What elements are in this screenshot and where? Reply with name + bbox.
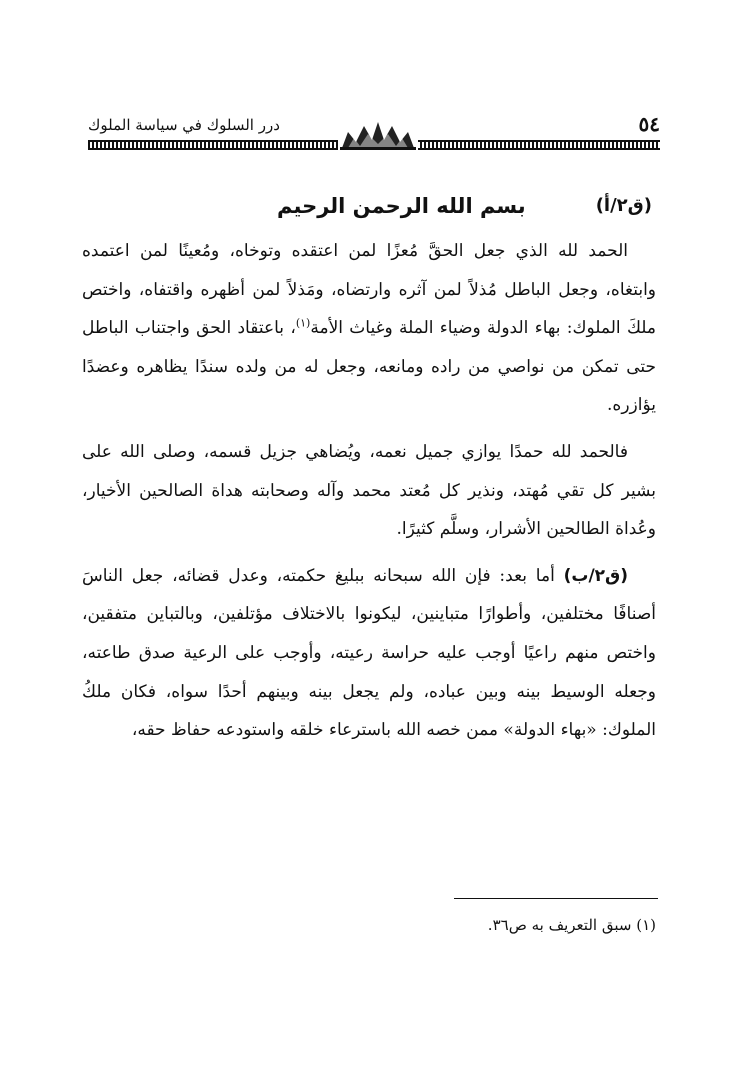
main-text — [82, 180, 656, 750]
paragraph-2-text: فالحمد لله حمدًا يوازي جميل نعمه، ويُضاهي جزيل قسمه، وصلى الله على بشير كل تقي مُهتد، ونذير كل مُعتد محمد وآله وصحابته هداة الصالحين الأخيار، وعُداة الطالحين الأشرار، وسلَّم كثيرًا. — [82, 441, 656, 540]
heading-line — [82, 180, 652, 232]
paragraph-1 — [82, 232, 656, 425]
folio-marker-b: (ق٢/ب) — [563, 565, 629, 586]
paragraph-3 — [82, 557, 656, 750]
page-number: ٥٤ — [638, 112, 660, 136]
footnote-number: (١) — [636, 916, 656, 934]
paragraph-3-text: أما بعد: فإن الله سبحانه ببليغ حكمته، وعدل قضائه، جعل الناسَ أصنافًا مختلفين، وأطوارًا متباينين، ليكونوا بالاختلاف مؤتلفين، وبالتباين متفقين، واختص منهم راعيًا أوجب عليه حراسة رعيته، وأوجب على الرعية صدق طاعته، وجعله الوسيط بينه وبين عباده، ولم يجعل بينه وبينهم أحدًا سواه، فكان ملكُ الملوك: «بهاء الدولة» ممن خصه الله باسترعاء خلقه واستودعه حفاظ حقه، — [82, 565, 656, 741]
footnote-reference: (١) — [295, 316, 311, 330]
paragraph-2 — [82, 433, 656, 549]
running-title: درر السلوك في سياسة الملوك — [88, 116, 280, 134]
crown-ornament-icon — [338, 118, 418, 152]
paragraph-1-continuation: ، باعتقاد الحق واجتناب الباطل حتى تمكن من نواصي من راده ومانعه، وجعل له من ولده سندًا يظاهره وعضدًا يؤازره. — [82, 318, 656, 416]
folio-marker: (ق٢/أ) — [595, 194, 652, 216]
basmala: بسم الله الرحمن الرحيم — [277, 193, 526, 218]
footnote — [300, 910, 656, 940]
paragraph-1-text: الحمد لله الذي جعل الحقَّ مُعزًا لمن اعتقده وتوخاه، ومُعينًا لمن اعتمده وابتغاه، وجعل الباطل مُذلاً لمن آثره وارتضاه، ومَذلاً لمن أظهره واقتفاه، واختص ملكَ الملوك: بهاء الدولة وضياء الملة وغياث الأمة — [82, 241, 656, 339]
footnote-text: سبق التعريف به ص٣٦. — [487, 916, 632, 934]
footnote-separator — [454, 898, 658, 899]
page-header — [88, 112, 660, 152]
